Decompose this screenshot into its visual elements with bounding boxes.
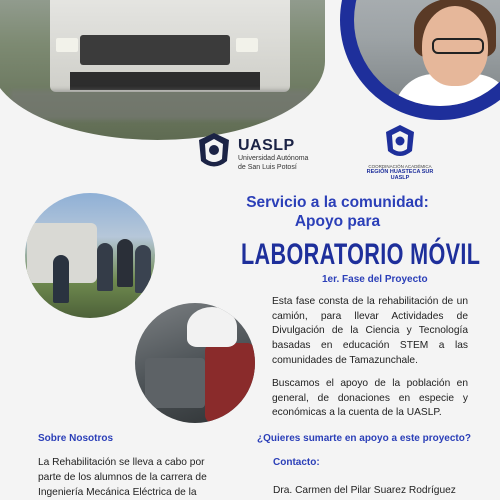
person-figure xyxy=(135,245,151,293)
uaslp-title: UASLP xyxy=(238,137,295,154)
phase-label: 1er. Fase del Proyecto xyxy=(322,274,428,285)
uaslp-seal-icon xyxy=(196,131,232,173)
glasses-icon xyxy=(432,38,484,54)
person-figure xyxy=(53,255,69,303)
person-figure xyxy=(97,243,113,291)
engine-repair-photo xyxy=(135,303,255,423)
mechanic-shirt xyxy=(205,343,255,423)
huasteca-line2: REGIÓN HUASTECA SUR xyxy=(366,169,434,175)
huasteca-logo xyxy=(355,124,445,186)
uaslp-subtitle-line1: Universidad Autónoma xyxy=(238,155,309,162)
helmet-icon xyxy=(187,307,237,347)
main-title: LABORATORIO MÓVIL xyxy=(241,238,481,271)
donation-paragraph: Buscamos el apoyo de la población en general, de donaciones en especie y económicas a la cuenta de la UASLP. xyxy=(272,378,468,419)
huasteca-line1: COORDINACIÓN ACADÉMICA xyxy=(368,164,432,169)
blurred-area xyxy=(10,90,310,120)
students-photo xyxy=(25,193,155,318)
huasteca-line3: UASLP xyxy=(390,175,410,181)
truck-headlight-right xyxy=(236,38,258,52)
engine-parts xyxy=(145,358,205,408)
huasteca-seal-icon xyxy=(383,124,417,162)
service-heading-line2: Apoyo para xyxy=(294,213,381,230)
truck-grille xyxy=(80,35,230,65)
truck-bumper xyxy=(70,72,260,90)
about-heading: Sobre Nosotros xyxy=(38,433,114,444)
contact-name: Dra. Carmen del Pilar Suarez Rodríguez xyxy=(273,485,456,496)
person-figure xyxy=(117,239,133,287)
service-heading xyxy=(200,193,475,231)
about-text: La Rehabilitación se lleva a cabo por parte de los alumnos de la carrera de Ingeniería Mecánica Eléctrica de la xyxy=(38,457,207,498)
truck-photo xyxy=(0,0,325,140)
uaslp-logo xyxy=(196,131,321,175)
uaslp-subtitle-line2: de San Luis Potosí xyxy=(238,163,297,171)
description-paragraph: Esta fase consta de la rehabilitación de un camión, para llevar Actividades de Divulgación de la Ciencia y Tecnología basadas en educación STEM a las comunidades de Tamazunchale. xyxy=(272,296,468,366)
truck-body xyxy=(50,0,290,92)
service-heading-line1: Servicio a la comunidad: xyxy=(246,194,429,211)
join-heading: ¿Quieres sumarte en apoyo a este proyecto? xyxy=(257,433,471,444)
uaslp-subtitle xyxy=(238,155,308,172)
truck-headlight-left xyxy=(56,38,78,52)
contact-label: Contacto: xyxy=(273,457,320,468)
